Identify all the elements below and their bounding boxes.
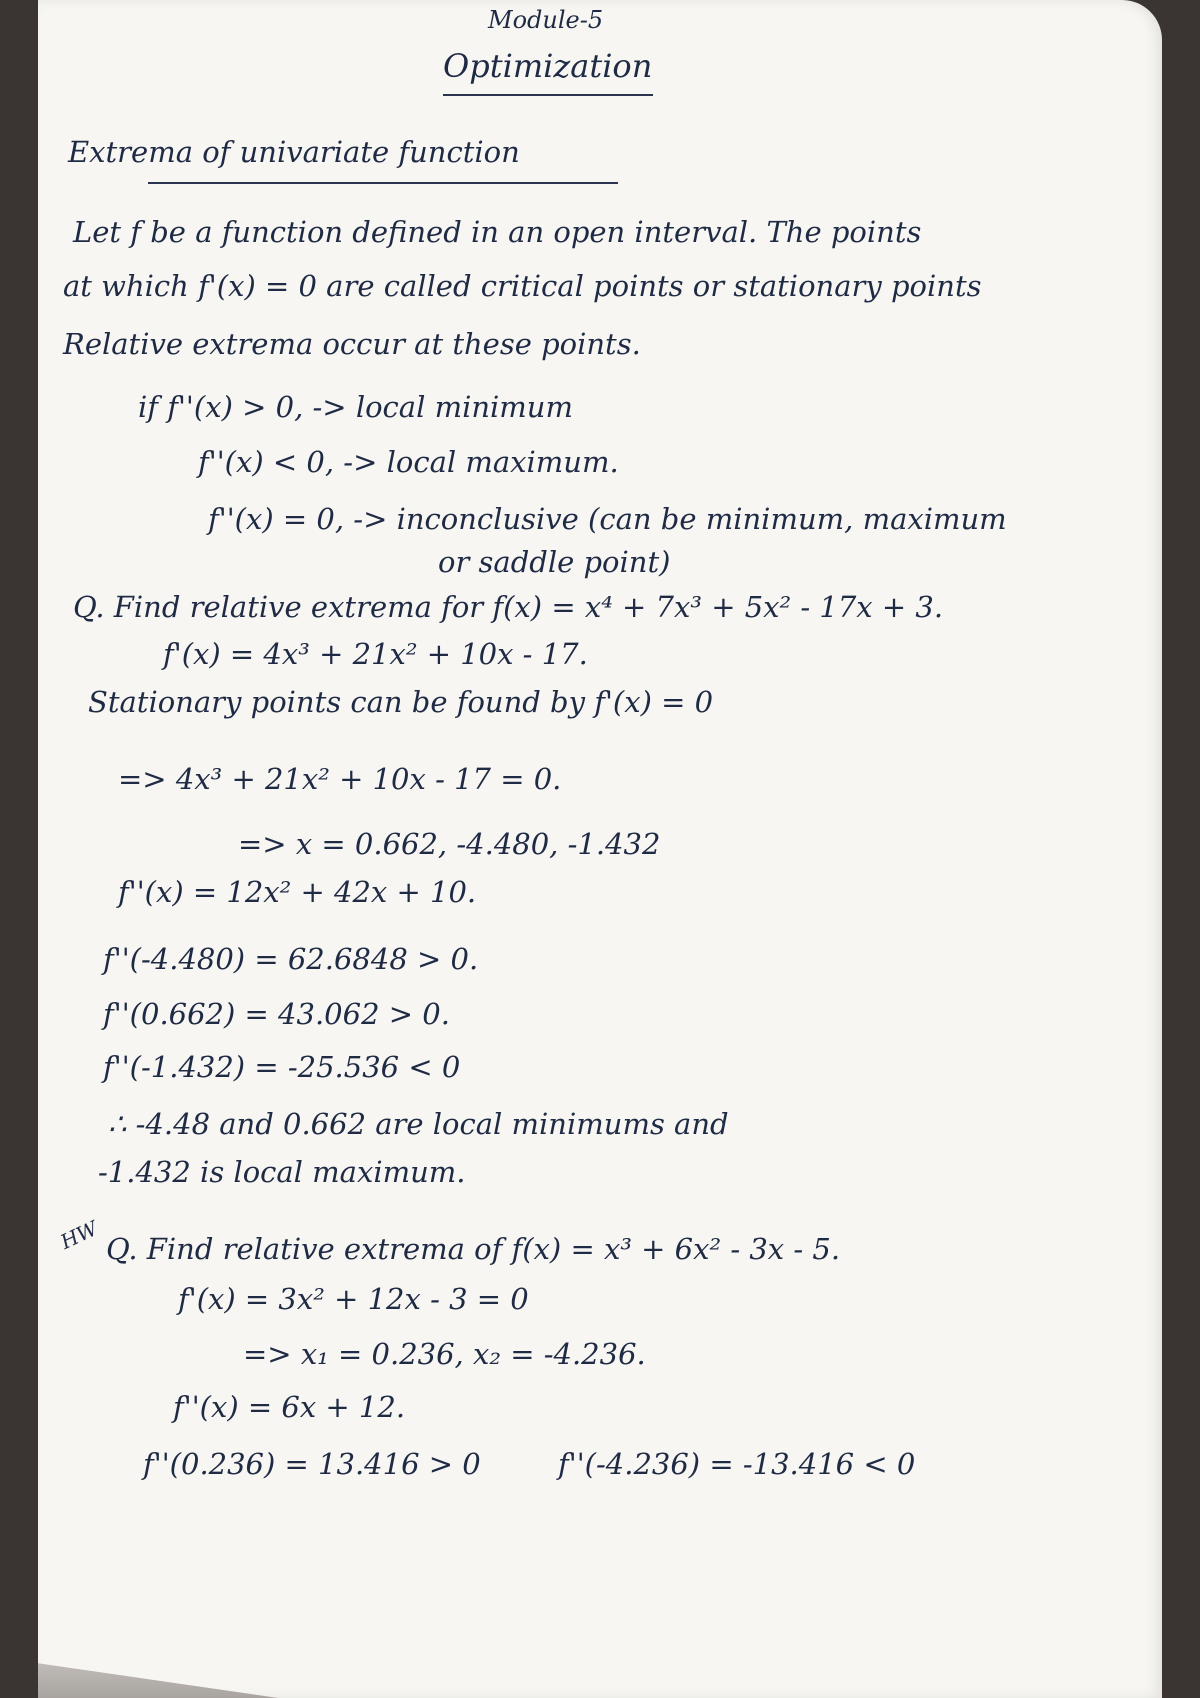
example1-line-9: ∴ -4.48 and 0.662 are local minimums and <box>108 1107 729 1141</box>
example2-line-3: f''(x) = 6x + 12. <box>173 1390 406 1424</box>
example1-question: Q. Find relative extrema for f(x) = x⁴ + 7x³ + 5x² - 17x + 3. <box>73 590 944 624</box>
page-fold <box>38 1640 278 1698</box>
module-label: Module-5 <box>488 6 604 34</box>
example1-line-4: => x = 0.662, -4.480, -1.432 <box>238 827 661 861</box>
example2-line-1: f'(x) = 3x² + 12x - 3 = 0 <box>178 1282 529 1316</box>
example1-line-7: f''(0.662) = 43.062 > 0. <box>103 997 450 1031</box>
example1-line-1: f'(x) = 4x³ + 21x² + 10x - 17. <box>163 637 588 671</box>
title-underline <box>443 94 653 96</box>
example1-line-6: f''(-4.480) = 62.6848 > 0. <box>103 942 479 976</box>
example1-line-8: f''(-1.432) = -25.536 < 0 <box>103 1050 461 1084</box>
condition-2: f''(x) < 0, -> local maximum. <box>198 445 619 479</box>
intro-line-3: Relative extrema occur at these points. <box>63 327 641 361</box>
example2-line-2: => x₁ = 0.236, x₂ = -4.236. <box>243 1337 646 1371</box>
condition-1: if f''(x) > 0, -> local minimum <box>138 390 573 424</box>
example2-line-5: f''(-4.236) = -13.416 < 0 <box>558 1447 916 1481</box>
example2-line-4: f''(0.236) = 13.416 > 0 <box>143 1447 481 1481</box>
page-title: Optimization <box>443 47 653 85</box>
condition-3: f''(x) = 0, -> inconclusive (can be minimum, maximum <box>208 502 1007 536</box>
intro-line-1: Let f be a function defined in an open interval. The points <box>73 215 922 249</box>
example1-line-2: Stationary points can be found by f'(x) = 0 <box>88 685 714 719</box>
section-heading: Extrema of univariate function <box>68 135 520 169</box>
example1-line-10: -1.432 is local maximum. <box>98 1155 466 1189</box>
example1-line-3: => 4x³ + 21x² + 10x - 17 = 0. <box>118 762 562 796</box>
notebook-page <box>38 0 1162 1698</box>
intro-line-2: at which f'(x) = 0 are called critical points or stationary points <box>63 269 982 303</box>
hw-tag: HW <box>56 1216 102 1254</box>
example2-question: Q. Find relative extrema of f(x) = x³ + 6x² - 3x - 5. <box>106 1232 841 1266</box>
condition-4: or saddle point) <box>438 545 671 579</box>
example1-line-5: f''(x) = 12x² + 42x + 10. <box>118 875 477 909</box>
section-underline <box>148 182 618 184</box>
